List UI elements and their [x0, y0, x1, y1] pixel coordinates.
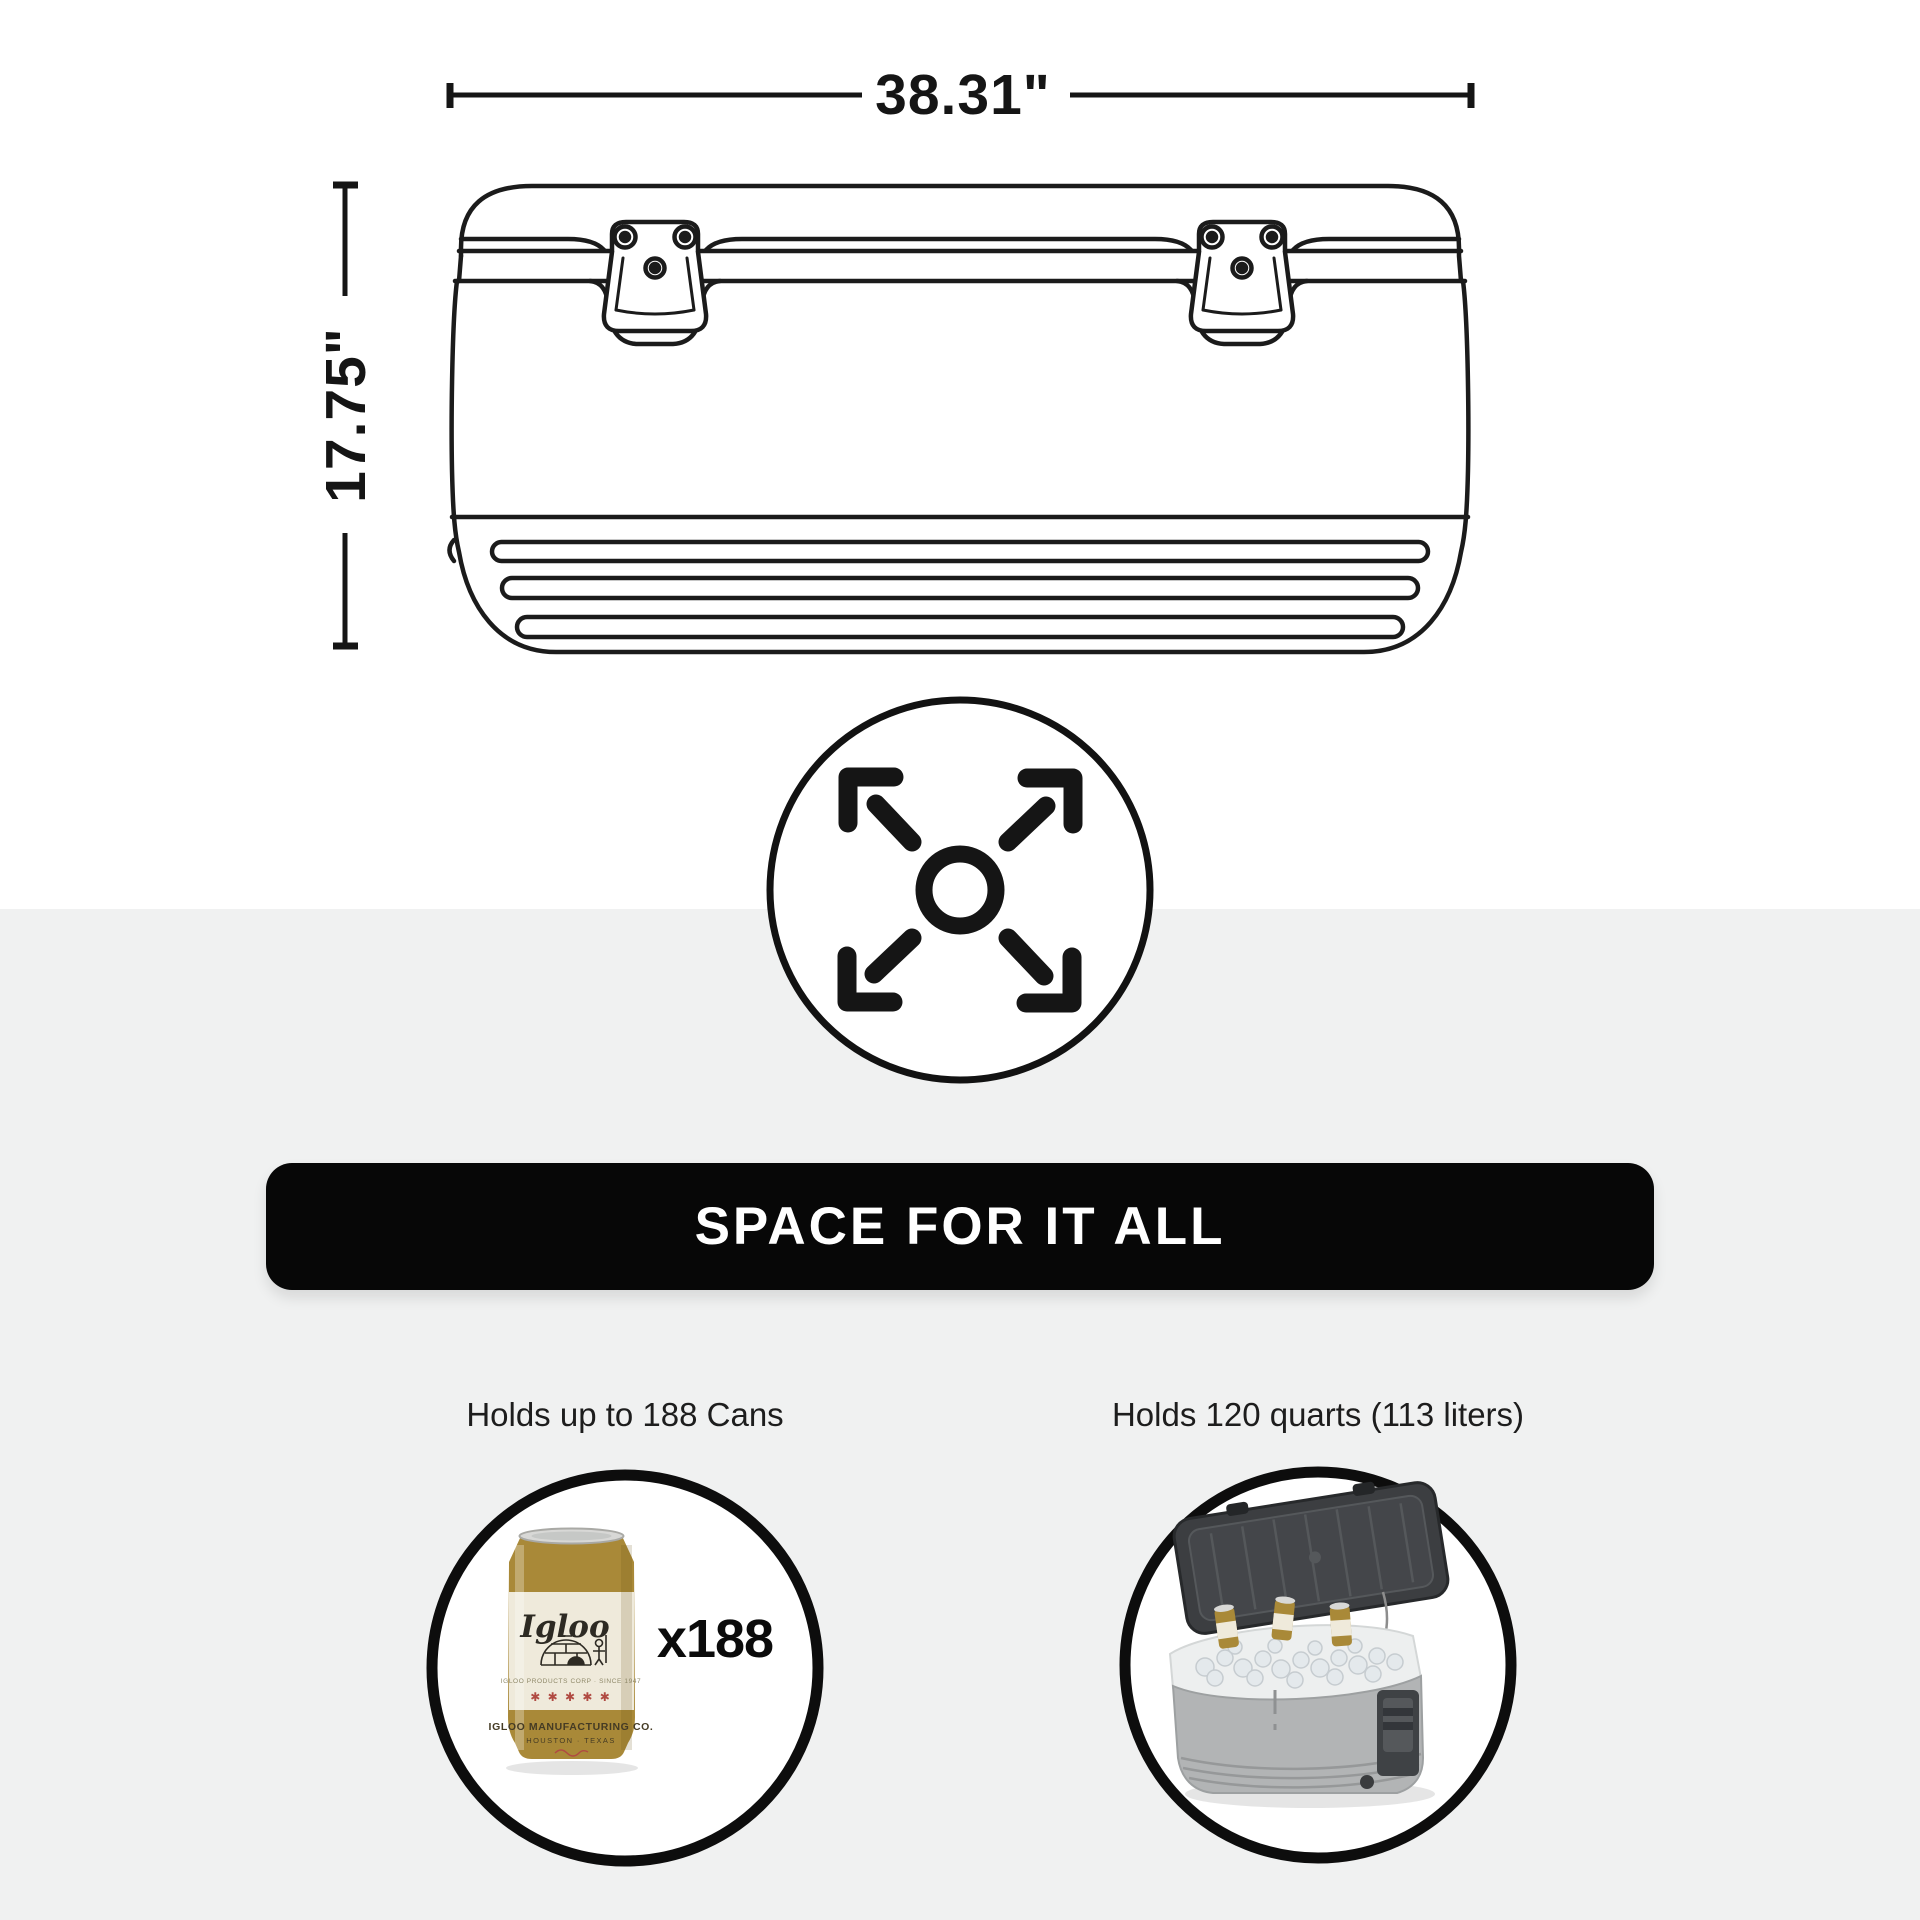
quarts-heading: Holds 120 quarts (113 liters) — [1111, 1396, 1525, 1433]
cans-feature-badge — [422, 1465, 828, 1871]
cooler-photo — [1170, 1472, 1450, 1808]
can-brand: Igloo — [520, 1609, 610, 1645]
can-mfg-line2: HOUSTON · TEXAS — [526, 1736, 616, 1745]
latch-right — [1177, 222, 1307, 344]
icon-circle — [770, 700, 1150, 1080]
bottom-groove — [517, 617, 1403, 637]
side-nub — [450, 540, 455, 561]
width-dimension-label: 38.31" — [875, 63, 1051, 127]
latch-left — [590, 222, 720, 344]
quarts-feature-badge — [1115, 1462, 1521, 1868]
expand-arrows-icon — [760, 690, 1160, 1090]
cans-heading: Holds up to 188 Cans — [466, 1396, 784, 1433]
bottom-groove — [502, 578, 1418, 598]
lid-seam-line — [461, 239, 604, 250]
lid-seam-line — [1293, 239, 1459, 250]
drain-plug — [1360, 1775, 1374, 1789]
cooler-line-drawing — [450, 186, 1469, 652]
can-tagline: IGLOO PRODUCTS CORP · SINCE 1947 — [500, 1678, 642, 1685]
cans-multiplier: x188 — [656, 1609, 774, 1669]
can-shadow — [506, 1761, 638, 1775]
bottom-groove — [492, 542, 1428, 561]
can-mfg-line1: IGLOO MANUFACTURING CO. — [488, 1721, 654, 1733]
height-dimension-label: 17.75" — [314, 327, 378, 503]
section-banner — [266, 1163, 1654, 1290]
banner-title: SPACE FOR IT ALL — [694, 1197, 1226, 1256]
igloo-can-image — [489, 1529, 654, 1776]
can-stars: ✱ ✱ ✱ ✱ ✱ — [530, 1690, 612, 1704]
cooler-dimension-diagram — [0, 0, 1920, 760]
lid-seam-line — [706, 239, 1191, 250]
